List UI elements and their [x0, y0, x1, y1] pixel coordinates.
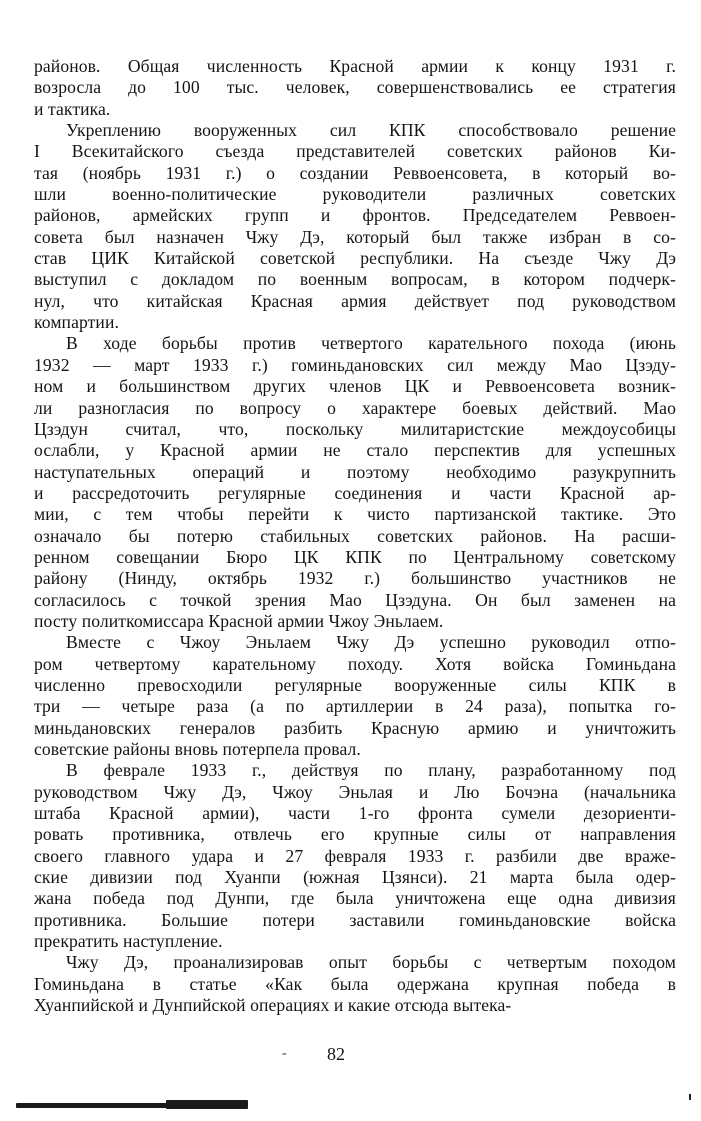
text-line: ские дивизии под Хуанпи (южная Цзянси). 21 марта была одер- [34, 867, 676, 888]
paragraph [34, 56, 676, 120]
text-line: противника. Большие потери заставили гоминьдановские войска [34, 909, 676, 930]
text-line: ослабли, у Красной армии не стало перспектив для успешных [34, 440, 676, 461]
text-line: Укреплению вооруженных сил КПК способствовало решение [66, 120, 676, 141]
page-number: 82 [327, 1044, 345, 1064]
text-line: и рассредоточить регулярные соединения и части Красной ар- [34, 482, 676, 503]
text-line: и тактика. [34, 98, 111, 119]
text-line: прекратить наступление. [34, 931, 223, 952]
text-line: ном и большинством других членов ЦК и Реввоенсовета возник- [34, 376, 676, 397]
scan-artifact-bar [16, 1103, 248, 1108]
text-line: посту политкомиссара Красной армии Чжоу Эньлаем. [34, 610, 444, 631]
text-line: шли военно-политические руководители различных советских [34, 184, 676, 205]
text-line: В феврале 1933 г., действуя по плану, разработанному под [66, 760, 676, 781]
text-line: 1932 — март 1933 г.) гоминьдановских сил между Мао Цзэду- [34, 354, 676, 375]
scan-edge-mark [689, 1094, 691, 1100]
text-line: означало бы потерю стабильных советских районов. На расши- [34, 525, 676, 546]
text-line: Гоминьдана в статье «Как была одержана крупная победа в [34, 973, 676, 994]
text-line: численно превосходили регулярные вооруженные силы КПК в [34, 674, 676, 695]
text-line: штаба Красной армии), части 1-го фронта сумели дезориенти- [34, 803, 676, 824]
paragraph [34, 632, 676, 760]
text-line: совета был назначен Чжу Дэ, который был также избран в со- [34, 226, 676, 247]
text-line: районов, армейских групп и фронтов. Председателем Реввоен- [34, 205, 676, 226]
paragraph [34, 333, 676, 632]
text-line: согласилось с точкой зрения Мао Цзэдуна. Он был заменен на [34, 589, 676, 610]
text-line: став ЦИК Китайской советской республики. На съезде Чжу Дэ [34, 248, 676, 269]
text-line: району (Нинду, октябрь 1932 г.) большинство участников не [34, 568, 676, 589]
stray-mark: - [282, 1046, 287, 1061]
text-line: миньдановских генералов разбить Красную армию и уничтожить [34, 717, 676, 738]
text-line: ренном совещании Бюро ЦК КПК по Центральному советскому [34, 546, 676, 567]
text-line: нул, что китайская Красная армия действует под руководством [34, 290, 676, 311]
text-line: советские районы вновь потерпела провал. [34, 739, 361, 759]
paragraph [34, 760, 676, 952]
text-line: ром четвертому карательному походу. Хотя войска Гоминьдана [34, 653, 676, 674]
text-line: жана победа под Дунпи, где была уничтожена еще одна дивизия [34, 888, 676, 909]
text-line: мии, с тем чтобы перейти к чисто партизанской тактике. Это [34, 504, 676, 525]
text-line: компартии. [34, 312, 119, 333]
text-line: районов. Общая численность Красной армии к концу 1931 г. [34, 56, 676, 76]
text-line: Цзэдун считал, что, поскольку милитаристские междоусобицы [34, 418, 676, 439]
text-line: три — четыре раза (а по артиллерии в 24 раза), попытка го- [34, 696, 676, 717]
text-line: наступательных операций и поэтому необходимо разукрупнить [34, 461, 676, 482]
text-line: своего главного удара и 27 февраля 1933 г. разбили две враже- [34, 845, 676, 866]
text-line: тая (ноябрь 1931 г.) о создании Реввоенсовета, в который во- [34, 162, 676, 183]
page-body [34, 56, 676, 1016]
text-line: Вместе с Чжоу Эньлаем Чжу Дэ успешно руководил отпо- [66, 632, 676, 653]
text-line: ровать противника, отвлечь его крупные силы от направления [34, 824, 676, 845]
text-line: ли разногласия по вопросу о характере боевых действий. Мао [34, 397, 676, 418]
text-line: руководством Чжу Дэ, Чжоу Эньлая и Лю Бочэна (начальника [34, 781, 676, 802]
text-line: возросла до 100 тыс. человек, совершенствовались ее стратегия [34, 77, 676, 98]
text-line: Хуанпийской и Дунпийской операциях и какие отсюда вытека- [34, 995, 512, 1016]
text-line: выступил с докладом по военным вопросам, в котором подчерк- [34, 269, 676, 290]
paragraph [34, 952, 676, 1016]
paragraph [34, 120, 676, 333]
text-line: Чжу Дэ, проанализировав опыт борьбы с четвертым походом [66, 952, 676, 973]
text-line: В ходе борьбы против четвертого карательного похода (июнь [66, 333, 676, 354]
text-line: I Всекитайского съезда представителей советских районов Ки- [34, 141, 676, 162]
